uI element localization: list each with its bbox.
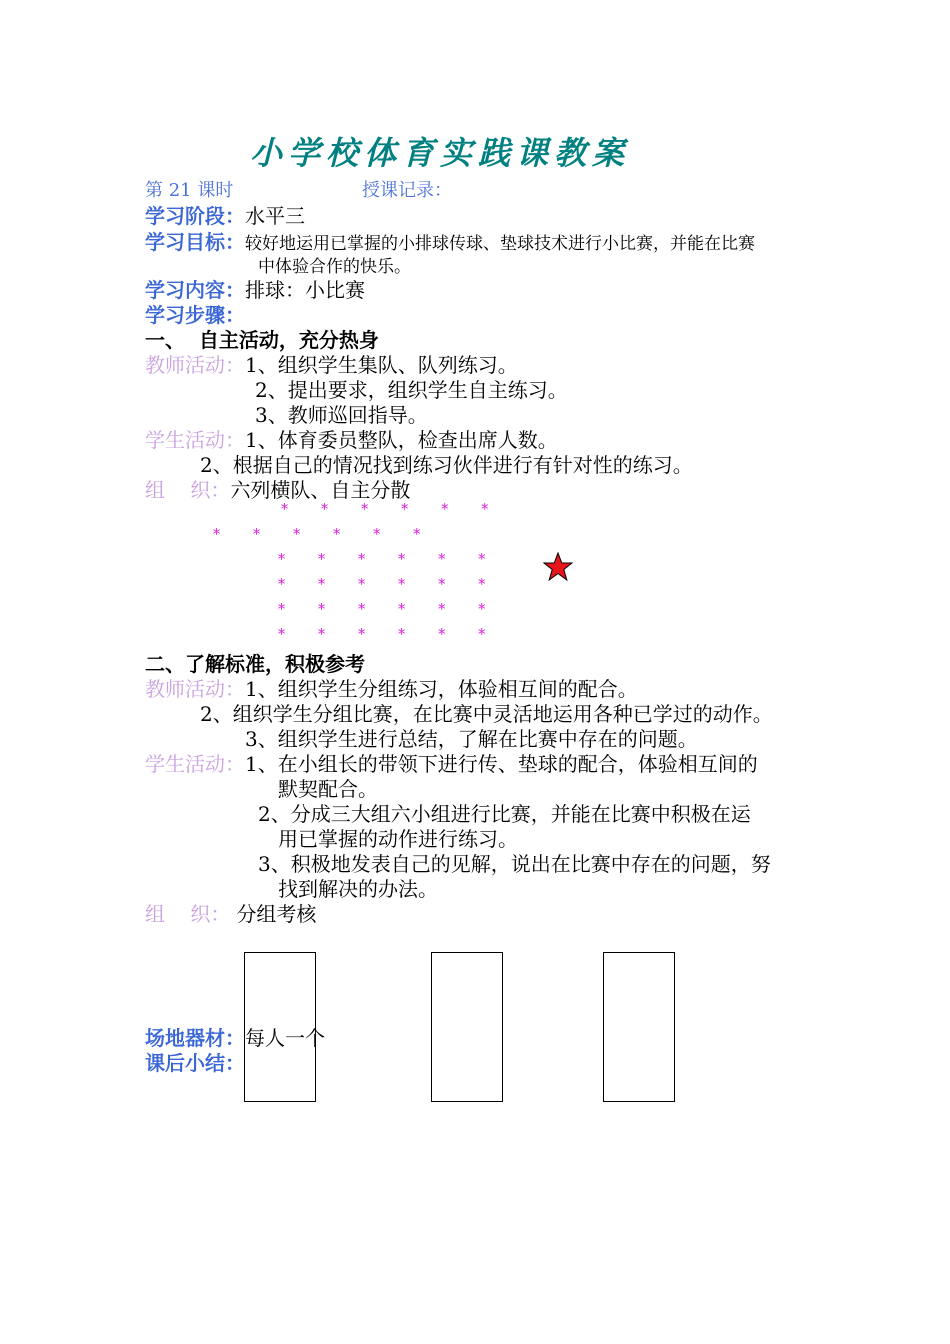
s1-teacher-item: 3、教师巡回指导。 — [255, 403, 428, 427]
court-box-3 — [603, 952, 675, 1102]
record-label: 授课记录： — [362, 180, 452, 201]
s2-teacher-item: 2、组织学生分组比赛，在比赛中灵活地运用各种已学过的动作。 — [200, 702, 773, 726]
formation-row: * * * * * * — [212, 525, 433, 543]
summary-label: 课后小结： — [145, 1051, 245, 1075]
formation-row: * * * * * * — [277, 575, 498, 593]
stage-row — [145, 200, 305, 229]
s1-org-row — [145, 474, 410, 503]
page-title: 小学校体育实践课教案 — [250, 134, 631, 172]
court-box-1 — [244, 952, 316, 1102]
goal-line1: 较好地运用已掌握的小排球传球、垫球技术进行小比赛，并能在比赛 — [245, 234, 755, 254]
lesson-number: 第 21 课时 — [145, 180, 234, 201]
s1-student-label: 学生活动： — [145, 428, 245, 452]
s2-student-label: 学生活动： — [145, 752, 245, 776]
goal-label: 学习目标： — [145, 230, 245, 254]
s2-student-item: 1、在小组长的带领下进行传、垫球的配合，体验相互间的 — [245, 752, 758, 776]
section1-heading: 一、 自主活动，充分热身 — [145, 328, 379, 352]
s1-student-item: 2、根据自己的情况找到练习伙伴进行有针对性的练习。 — [200, 453, 693, 477]
s2-teacher-label: 教师活动： — [145, 677, 245, 701]
goal-line2: 中体验合作的快乐。 — [258, 257, 411, 277]
s2-org-row — [145, 898, 316, 927]
content-value: 排球：小比赛 — [245, 278, 365, 302]
formation-row: * * * * * * — [277, 600, 498, 618]
s2-student-item: 3、积极地发表自己的见解，说出在比赛中存在的问题，努 — [258, 852, 771, 876]
s1-teacher-item: 1、组织学生集队、队列练习。 — [245, 353, 518, 377]
equipment-label: 场地器材： — [145, 1026, 245, 1050]
s2-student-item-cont: 用已掌握的动作进行练习。 — [278, 827, 518, 851]
content-label: 学习内容： — [145, 278, 245, 302]
s2-teacher-item: 1、组织学生分组练习，体验相互间的配合。 — [245, 677, 638, 701]
formation-row: * * * * * * — [277, 625, 498, 643]
s2-org-label: 组 织： — [145, 902, 231, 926]
stage-value: 水平三 — [245, 204, 305, 228]
stage-label: 学习阶段： — [145, 204, 245, 228]
court-box-2 — [431, 952, 503, 1102]
equipment-value: 每人一个 — [245, 1026, 325, 1050]
s1-teacher-item: 2、提出要求，组织学生自主练习。 — [255, 378, 568, 402]
s2-student-row — [145, 748, 758, 777]
teacher-star-icon — [543, 552, 573, 582]
steps-label: 学习步骤： — [145, 303, 245, 327]
goal-row — [145, 226, 755, 255]
s2-teacher-item: 3、组织学生进行总结，了解在比赛中存在的问题。 — [245, 727, 698, 751]
s1-student-item: 1、体育委员整队，检查出席人数。 — [245, 428, 558, 452]
s2-student-item: 2、分成三大组六小组进行比赛，并能在比赛中积极在运 — [258, 802, 751, 826]
s2-org-value: 分组考核 — [236, 902, 317, 926]
s1-org-label: 组 织： — [145, 478, 231, 502]
formation-row: * * * * * * — [277, 550, 498, 568]
s2-student-item-cont: 默契配合。 — [278, 777, 378, 801]
s1-teacher-label: 教师活动： — [145, 353, 245, 377]
section2-heading: 二、了解标准，积极参考 — [145, 652, 365, 676]
s2-student-item-cont: 找到解决的办法。 — [278, 877, 438, 901]
formation-row: * * * * * * — [280, 500, 501, 518]
s1-org-value: 六列横队、自主分散 — [230, 478, 411, 502]
